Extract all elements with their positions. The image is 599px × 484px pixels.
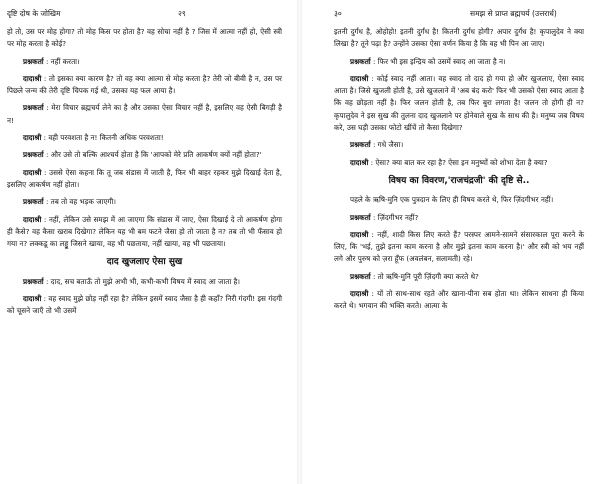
speaker-label: दादाश्री	[23, 73, 42, 83]
speaker-label: प्रश्नकर्ता	[350, 271, 371, 281]
right-page	[302, 0, 599, 484]
paragraph-text: : तो ऋषि-मुनि पूरी ज़िंदगी क्या करते थे?	[372, 271, 479, 281]
dialogue-paragraph	[7, 167, 282, 192]
dialogue-paragraph	[7, 276, 282, 288]
speaker-label: प्रश्नकर्ता	[350, 140, 371, 150]
paragraph-text: : मेरा विचार ब्रह्मचर्य लेने का है और उसका ऐसा विचार नहीं है, इसलिए वह ऐसी बिगड़ी है न!	[7, 103, 282, 125]
paragraph-text: : वही परवशता है न! कितनी अधिक परवशता!	[43, 133, 164, 143]
page-body	[334, 26, 584, 318]
paragraph	[7, 26, 282, 51]
speaker-label: दादाश्री	[350, 73, 369, 83]
speaker-label: दादाश्री	[23, 294, 42, 304]
left-page	[0, 0, 297, 484]
dialogue-paragraph	[334, 229, 584, 266]
paragraph-text: : ज़िंदगीभर नहीं?	[372, 212, 419, 222]
speaker-label: प्रश्नकर्ता	[23, 276, 44, 286]
dialogue-paragraph	[7, 132, 282, 144]
dialogue-paragraph	[334, 157, 584, 169]
paragraph-text: : नहीं, शादी किस लिए करते हैं? परस्पर आमने-सामने संसारकाल पूरा करने के लिए, कि 'भई, तुझे इतना काम करना है और मुझे इतना काम करना है।' और स्त्री को भय नहीं लगे और पुरुष को ज़रा हूँफ (अवलंबन, सलामती) रहे।	[334, 229, 584, 264]
speaker-label: दादाश्री	[23, 167, 42, 177]
speaker-label: प्रश्नकर्ता	[23, 150, 44, 160]
paragraph-text: : फिर भी इस इन्द्रिय को उसमें स्वाद आ जाता है न।	[372, 56, 506, 66]
dialogue-paragraph	[7, 293, 282, 318]
paragraph-text: : नहीं, लेकिन उसे समझ में आ जाएगा कि संडास में जाए, ऐसा दिखाई दे तो आकर्षण होगा ही कैसे? वह कैसा खराब दिखेगा? लेकिन यह भी बम फटने जैसा हो तो जाता है न? तब तो भी फँसाव हो गया न? लक्कडू का लड्डू जिसने खाया, वह भी पछताया, नहीं खाया, वह भी पछताया।	[7, 214, 282, 249]
dialogue-paragraph	[334, 271, 584, 283]
paragraph-text: : तब तो वह भड़क जाएगी।	[45, 197, 116, 207]
speaker-label: दादाश्री	[350, 289, 369, 299]
dialogue-paragraph	[7, 149, 282, 161]
dialogue-paragraph	[7, 73, 282, 98]
page-body	[7, 26, 282, 323]
dialogue-paragraph	[7, 214, 282, 251]
speaker-label: प्रश्नकर्ता	[23, 197, 44, 207]
dialogue-paragraph	[334, 139, 584, 151]
paragraph-text: : कोई स्वाद नहीं आता। वह स्वाद तो दाद हो गया हो और खुजलाए, ऐसा स्वाद आता है। जिसे खुजली होती है, उसे खुजलाने में 'अब बंद करो' फिर भी उसको ऐसा स्वाद आता है कि वह छोड़ता नहीं है। फिर जलन होती है, तब फिर बुरा लगता है! जलन तो होगी ही न? कृपालुदेव ने इस सुख की तुलना दाद खुजलाने पर होनेवाले सुख के साथ की है। मनुष्य जब विषय करे, उस घड़ी उसका फोटो खींचें तो कैसा दिखेगा?	[334, 73, 584, 133]
speaker-label: दादाश्री	[23, 133, 42, 143]
dialogue-paragraph	[334, 288, 584, 313]
paragraph-text: : वह स्वाद मुझे छोड़ नहीं रहा है? लेकिन इसमें स्वाद जैसा है ही कहाँ? निरी गंदगी! इस गंदगी को चूसने जाएँ तो भी उसमें	[7, 294, 282, 316]
paragraph-text: : गधे जैसा।	[372, 140, 404, 150]
dialogue-paragraph	[7, 102, 282, 127]
paragraph-text: : यों तो साथ-साथ रहते और खाना-पीना सब होता था। लेकिन साधना ही किया करते थे। भगवान की भक्ति करते। आत्मा के	[334, 289, 584, 311]
intro-paragraph: पहले के ऋषि-मुनि एक पुत्रदान के लिए ही विषय करते थे, फिर ज़िंदगीभर नहीं।	[350, 195, 554, 205]
running-title: दृष्टि दोष के जोखिम	[7, 9, 61, 18]
speaker-label: प्रश्नकर्ता	[350, 212, 371, 222]
running-title: समझ से प्राप्त ब्रह्मचर्य (उत्तरार्ध)	[470, 9, 557, 18]
paragraph-text: इतनी दुर्गंध है, ओहोहो! इतनी दुर्गंध है! कितनी दुर्गंध होगी? अपार दुर्गंध है! कृपालुदेव ने क्या लिखा है? तूने पढ़ा है? उन्होंने उसका ऐसा वर्णन किया है कि वह भी पिन आ जाए।	[334, 27, 584, 49]
paragraph-text: : दाद, सच बताऊँ तो मुझे अभी भी, कभी-कभी विषय में स्वाद आ जाता है।	[45, 276, 241, 286]
speaker-label: प्रश्नकर्ता	[23, 103, 44, 113]
paragraph	[334, 26, 584, 51]
paragraph-text: हो तो, उस पर मोह होगा? तो मोह किस पर होता है? वह सोचा नहीं है ? जिस में आत्मा नहीं हो, ऐसी स्त्री पर मोह करता है कोई?	[7, 27, 282, 49]
speaker-label: प्रश्नकर्ता	[350, 56, 371, 66]
page-number: २९	[178, 9, 186, 18]
paragraph-text: : ऐसा? क्या बात कर रहा है? ऐसा इन मनुष्यों को शोभा देता है क्या?	[370, 157, 548, 167]
speaker-label: दादाश्री	[350, 157, 369, 167]
paragraph-text: : तो इसका क्या कारण है? तो वह क्या आत्मा से मोह करता है? तेरी जो बीवी है न, उस पर पिछले जन्म की तेरी दृष्टि चिपक गई थी, उसका यह फल आया है।	[7, 73, 282, 96]
speaker-label: प्रश्नकर्ता	[23, 56, 44, 66]
dialogue-paragraph	[334, 212, 584, 224]
speaker-label: दादाश्री	[350, 229, 369, 239]
page-number: ३०	[334, 9, 342, 18]
speaker-label: दादाश्री	[23, 214, 42, 224]
paragraph-text: : उससे ऐसा कहना कि तू जब संडास में जाती है, फिर भी बाहर रहकर मुझे दिखाई देता है, इसलिए आकर्षण नहीं होता।	[7, 167, 282, 189]
paragraph-text: : नहीं करता।	[45, 56, 80, 66]
dialogue-paragraph	[334, 56, 584, 68]
dialogue-paragraph	[7, 56, 282, 68]
dialogue-paragraph	[7, 196, 282, 208]
section-heading: विषय का विवरण,'राजचंद्रजी' की दृष्टि से..	[388, 175, 530, 186]
paragraph-text: : और उसे तो बल्कि आश्चर्य होता है कि 'आपको मेरे प्रति आकर्षण क्यों नहीं होता?'	[45, 150, 262, 160]
section-heading: दाद खुजलाए ऐसा सुख	[106, 257, 183, 268]
dialogue-paragraph	[334, 73, 584, 134]
